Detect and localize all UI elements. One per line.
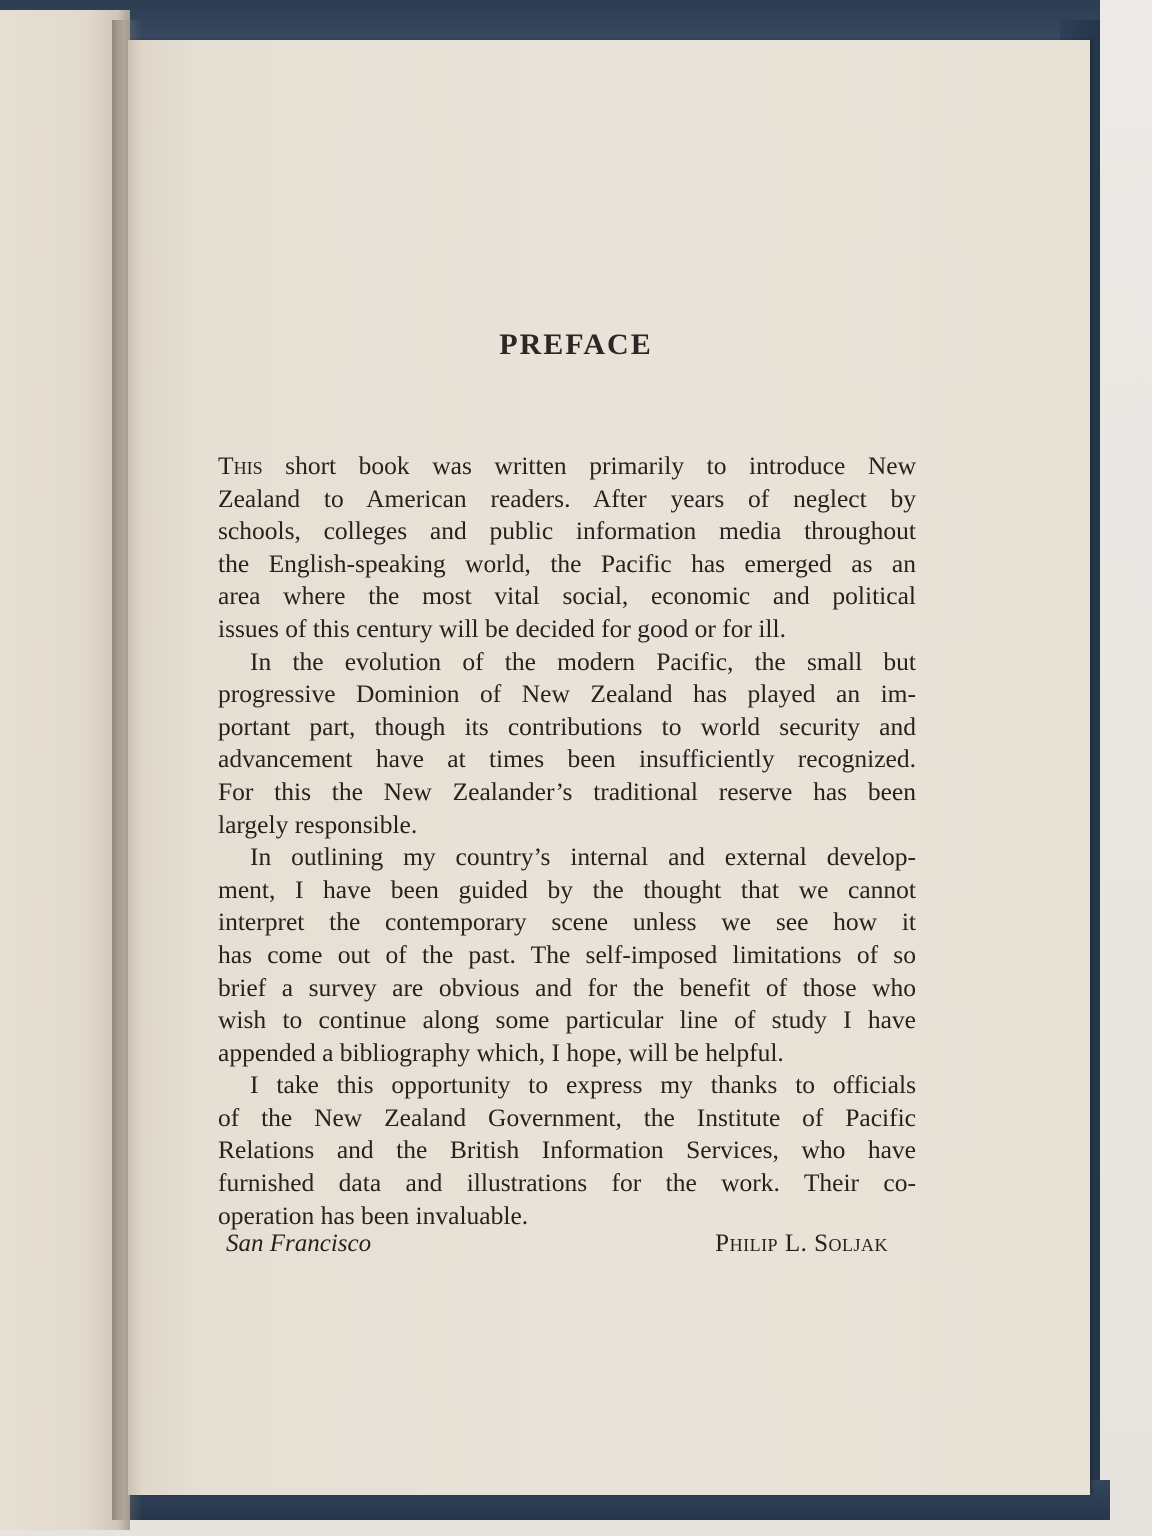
text-line: operation has been invaluable. bbox=[218, 1200, 529, 1230]
text-line: In outlining my country’s internal and external develop- bbox=[250, 842, 916, 872]
text-line: ment, I have been guided by the thought that we cannot bbox=[218, 874, 916, 904]
page-title: PREFACE bbox=[499, 328, 653, 361]
signature bbox=[226, 1230, 888, 1266]
text-line: area where the most vital social, economic and political bbox=[218, 581, 916, 611]
text-line: the English-speaking world, the Pacific has emerged as an bbox=[218, 548, 916, 578]
text-line: brief a survey are obvious and for the benefit of those who bbox=[218, 972, 916, 1002]
paragraph-lead: This bbox=[218, 451, 263, 480]
text-line: wish to continue along some particular line of study I have bbox=[218, 1005, 916, 1035]
preface-text bbox=[218, 450, 916, 1232]
text-line: This short book was written primarily to introduce New bbox=[218, 451, 916, 480]
text-line: Zealand to American readers. After years of neglect by bbox=[218, 483, 916, 513]
signature-place: San Francisco bbox=[226, 1230, 372, 1257]
signature-author: Philip L. Soljak bbox=[715, 1230, 888, 1257]
text-line: has come out of the past. The self-imposed limitations of so bbox=[218, 939, 916, 969]
text-line: In the evolution of the modern Pacific, the small but bbox=[250, 646, 916, 676]
text-line: advancement have at times been insufficiently recognized. bbox=[218, 744, 916, 774]
text-line: furnished data and illustrations for the work. Their co- bbox=[218, 1168, 916, 1198]
text-line: Relations and the British Information Services, who have bbox=[218, 1135, 916, 1165]
text-line: of the New Zealand Government, the Institute of Pacific bbox=[218, 1102, 916, 1132]
text-line: largely responsible. bbox=[218, 809, 418, 839]
left-page bbox=[0, 10, 130, 1530]
text-line: issues of this century will be decided for good or for ill. bbox=[218, 613, 786, 643]
text-line: For this the New Zealander’s traditional reserve has been bbox=[218, 776, 916, 806]
text-line: interpret the contemporary scene unless we see how it bbox=[218, 907, 916, 937]
text-line: portant part, though its contributions to world security and bbox=[218, 711, 916, 741]
text-line: schools, colleges and public information media throughout bbox=[218, 516, 916, 546]
book-gutter bbox=[112, 20, 142, 1520]
text-line: I take this opportunity to express my thanks to officials bbox=[250, 1070, 916, 1100]
text-line: appended a bibliography which, I hope, will be helpful. bbox=[218, 1037, 784, 1067]
text-line: progressive Dominion of New Zealand has played an im- bbox=[218, 679, 916, 709]
